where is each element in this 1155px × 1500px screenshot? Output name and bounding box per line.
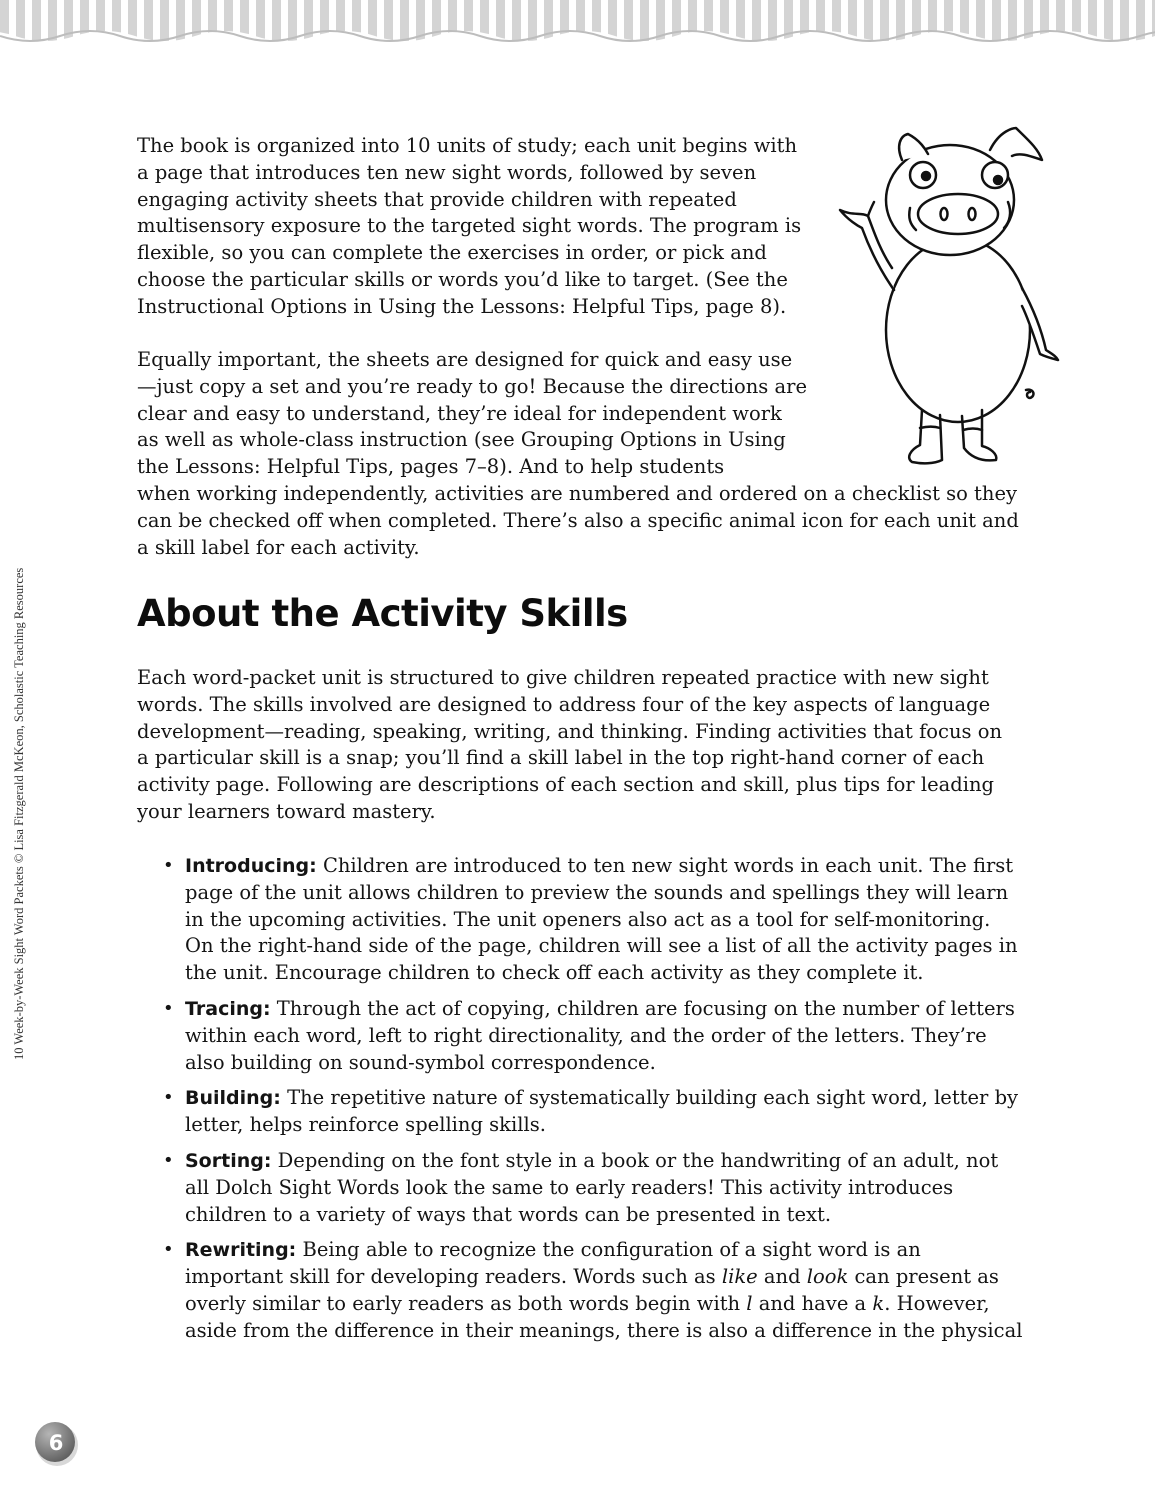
copyright-spine-text: 10 Week-by-Week Sight Word Packets © Lisa Fitzgerald McKeon, Scholastic Teaching Resources <box>12 567 26 1060</box>
skill-name: Introducing: <box>185 855 317 877</box>
skill-name: Sorting: <box>185 1149 272 1172</box>
list-item <box>160 1148 1025 1228</box>
section-intro-paragraph: Each word-packet unit is structured to give children repeated practice with new sight words. The skills involved are designed to address four of the key aspects of language development—reading, speaking, writing, and thinking. Finding activities that focus on a particular skill is a snap; you’ll find a skill label in the top right-hand corner of each activity page. Following are descriptions of each section and skill, plus tips for leading your learners toward mastery. <box>137 666 1003 823</box>
skill-description: Through the act of copying, children are focusing on the number of letters within each word, left to right directionality, and the order of the letters. They’re also building on sound-symbol correspondence. <box>185 996 1015 1074</box>
intro-paragraph-1: The book is organized into 10 units of study; each unit begins with a page that introduces ten new sight words, followed by seven engaging activity sheets that provide children with repeated multisensory exposure to the targeted sight words. The program is flexible, so you can complete the exercises in order, or pick and choose the particular skills or words you’d like to target. (See the Instructional Options in Using the Lessons: Helpful Tips, page 8). <box>137 134 802 318</box>
list-item <box>160 1237 1025 1344</box>
skill-description-part: Being able to recognize the configuration of a sight word is an important skill for developing readers. Words such as <box>185 1238 921 1289</box>
skill-description-part: can present as overly similar to early readers as both words begin with <box>185 1265 999 1315</box>
example-letter: l <box>746 1291 753 1315</box>
skills-list <box>160 853 1025 1354</box>
section-heading: About the Activity Skills <box>137 592 628 635</box>
list-item <box>160 996 1025 1076</box>
skill-name: Tracing: <box>185 997 271 1020</box>
skill-description-part: and have a <box>758 1291 867 1315</box>
skill-name: Building: <box>185 1087 281 1110</box>
skill-description-part: . However, aside from the difference in their meanings, there is also a difference in the physical <box>185 1291 1023 1342</box>
skill-description: Depending on the font style in a book or the handwriting of an adult, not all Dolch Sight Words look the same to early readers! This activity introduces children to a variety of ways that words can be presented in text. <box>185 1148 999 1226</box>
waving-pig-illustration <box>830 120 1065 475</box>
intro-paragraph-2-wrapped: Equally important, the sheets are designed for quick and easy use—just copy a set and you’re ready to go! Because the directions are clear and easy to understand, they’re ideal for independent work as well as whole-class instruction (see Grouping Options in Using the Lessons: Helpful Tips, pages 7–8). And to help students <box>137 348 807 479</box>
example-word: look <box>806 1265 849 1289</box>
skill-name: Rewriting: <box>185 1239 297 1262</box>
skill-description-part: and <box>763 1265 801 1289</box>
skill-description: Children are introduced to ten new sight words in each unit. The first page of the unit allows children to preview the sounds and spellings they will learn in the upcoming activities. The unit openers also act as a tool for self-monitoring. On the right-hand side of the page, children will see a list of all the activity pages in the unit. Encourage children to check off each activity as they complete it. <box>185 854 1018 985</box>
page-number: 6 <box>48 1431 64 1455</box>
example-word: like <box>721 1265 758 1289</box>
list-item <box>160 853 1025 987</box>
bullet-icon: • <box>163 997 174 1019</box>
bullet-icon: • <box>163 855 174 876</box>
example-letter: k <box>872 1291 885 1315</box>
list-item <box>160 1085 1025 1139</box>
intro-paragraph-2-full: when working independently, activities are numbered and ordered on a checklist so they can be checked off when completed. There’s also a specific animal icon for each unit and a skill label for each activity. <box>137 481 1019 559</box>
bullet-icon: • <box>163 1149 174 1171</box>
bullet-icon: • <box>163 1087 174 1109</box>
skill-description: The repetitive nature of systematically building each sight word, letter by letter, helps reinforce spelling skills. <box>185 1086 1019 1137</box>
bullet-icon: • <box>163 1239 174 1261</box>
decorative-top-border <box>0 0 1155 48</box>
